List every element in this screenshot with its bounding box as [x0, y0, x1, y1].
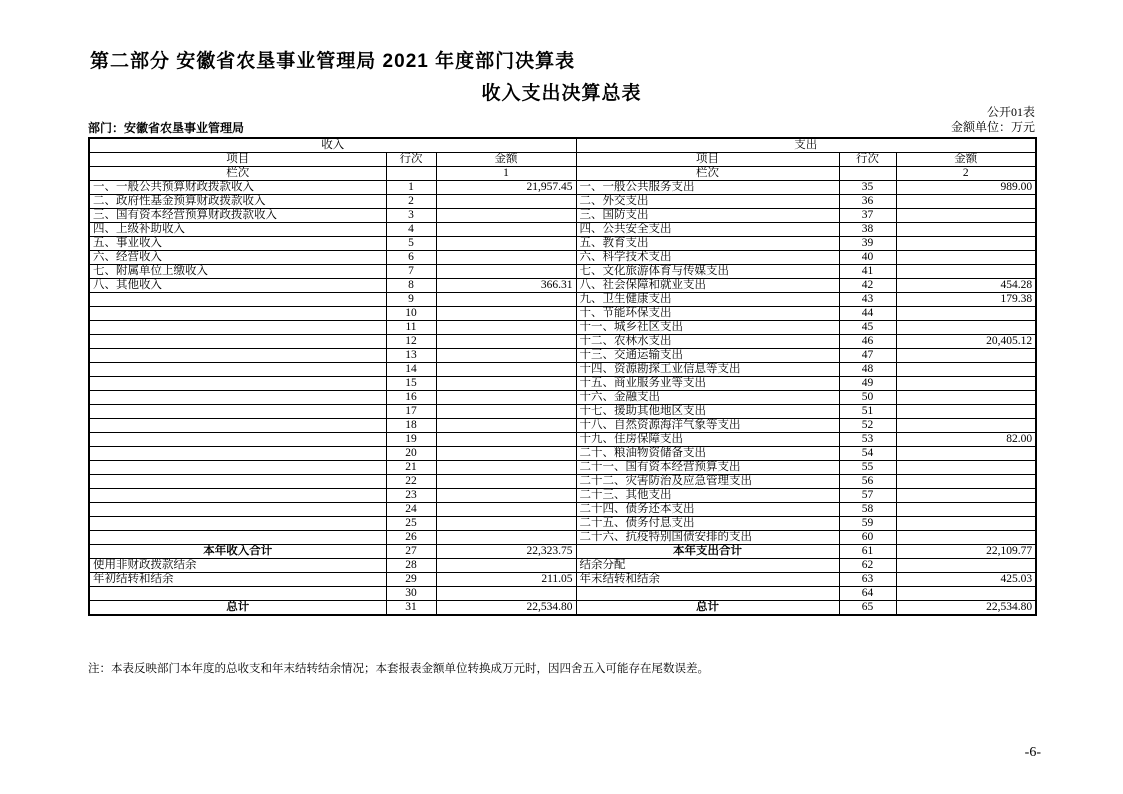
- table-row: [89, 405, 1036, 419]
- income-rowno-cell: 3: [386, 209, 436, 223]
- income-amount-cell: [436, 377, 576, 391]
- expense-amount-cell: [896, 517, 1036, 531]
- expense-rowno-cell: 64: [839, 587, 896, 601]
- income-rowno-cell: 16: [386, 391, 436, 405]
- income-rowno-cell: 29: [386, 573, 436, 587]
- income-item-cell: 使用非财政拨款结余: [89, 559, 386, 573]
- table-row: [89, 181, 1036, 195]
- expense-item-cell: 总计: [576, 601, 839, 616]
- income-amount-cell: [436, 237, 576, 251]
- income-rowno-cell: 7: [386, 265, 436, 279]
- expense-amount-cell: [896, 349, 1036, 363]
- income-item-cell: [89, 293, 386, 307]
- table-row: [89, 545, 1036, 559]
- expense-amount-cell: 425.03: [896, 573, 1036, 587]
- income-rowno-cell: 18: [386, 419, 436, 433]
- income-rowno-cell: 30: [386, 587, 436, 601]
- income-amount-cell: [436, 461, 576, 475]
- income-rowno-cell: 6: [386, 251, 436, 265]
- income-amount-cell: [436, 489, 576, 503]
- expense-rowno-cell: 60: [839, 531, 896, 545]
- expense-rowno-cell: 57: [839, 489, 896, 503]
- income-rowno-cell: 12: [386, 335, 436, 349]
- expense-rowno-cell: 50: [839, 391, 896, 405]
- income-amount-cell: [436, 391, 576, 405]
- income-rowno-cell: 31: [386, 601, 436, 616]
- table-row: [89, 531, 1036, 545]
- income-rowno-cell: 24: [386, 503, 436, 517]
- expense-amount-cell: [896, 419, 1036, 433]
- expense-item-header: 项目: [576, 153, 839, 167]
- expense-amount-cell: 22,109.77: [896, 545, 1036, 559]
- expense-amount-cell: [896, 447, 1036, 461]
- income-amount-cell: 22,534.80: [436, 601, 576, 616]
- table-row: [89, 601, 1036, 616]
- income-lanci-blank: [386, 167, 436, 181]
- table-row: [89, 447, 1036, 461]
- table-row: [89, 335, 1036, 349]
- expense-amount-cell: 20,405.12: [896, 335, 1036, 349]
- expense-rowno-cell: 63: [839, 573, 896, 587]
- table-row: [89, 265, 1036, 279]
- expense-item-cell: 十一、城乡社区支出: [576, 321, 839, 335]
- table-row: [89, 237, 1036, 251]
- expense-rowno-cell: 56: [839, 475, 896, 489]
- income-section-header: 收入: [89, 138, 576, 153]
- table-row: [89, 419, 1036, 433]
- expense-rowno-cell: 45: [839, 321, 896, 335]
- income-item-cell: 五、事业收入: [89, 237, 386, 251]
- income-item-cell: [89, 475, 386, 489]
- income-item-cell: 六、经营收入: [89, 251, 386, 265]
- table-row: [89, 377, 1036, 391]
- expense-item-cell: 二十六、抗疫特别国债安排的支出: [576, 531, 839, 545]
- income-item-header: 项目: [89, 153, 386, 167]
- table-row: [89, 195, 1036, 209]
- expense-amount-cell: [896, 391, 1036, 405]
- expense-item-cell: 八、社会保障和就业支出: [576, 279, 839, 293]
- expense-item-cell: 年末结转和结余: [576, 573, 839, 587]
- expense-amount-cell: 989.00: [896, 181, 1036, 195]
- expense-amount-cell: [896, 223, 1036, 237]
- expense-item-cell: 本年支出合计: [576, 545, 839, 559]
- income-item-cell: 八、其他收入: [89, 279, 386, 293]
- income-amount-cell: [436, 587, 576, 601]
- table-body: [89, 181, 1036, 616]
- table-row: [89, 363, 1036, 377]
- income-item-cell: 三、国有资本经营预算财政拨款收入: [89, 209, 386, 223]
- expense-amount-cell: [896, 251, 1036, 265]
- income-item-cell: 七、附属单位上缴收入: [89, 265, 386, 279]
- income-amount-cell: [436, 349, 576, 363]
- income-item-cell: [89, 531, 386, 545]
- expense-rowno-cell: 40: [839, 251, 896, 265]
- expense-rowno-cell: 42: [839, 279, 896, 293]
- income-rowno-cell: 15: [386, 377, 436, 391]
- table-row: [89, 433, 1036, 447]
- table-row: [89, 517, 1036, 531]
- column-header-row: [89, 153, 1036, 167]
- income-rowno-cell: 13: [386, 349, 436, 363]
- income-rowno-cell: 25: [386, 517, 436, 531]
- expense-rowno-cell: 54: [839, 447, 896, 461]
- income-item-cell: 一、一般公共预算财政拨款收入: [89, 181, 386, 195]
- expense-rowno-cell: 37: [839, 209, 896, 223]
- income-amount-cell: 22,323.75: [436, 545, 576, 559]
- table-row: [89, 573, 1036, 587]
- expense-amount-header: 金额: [896, 153, 1036, 167]
- income-item-cell: 二、政府性基金预算财政拨款收入: [89, 195, 386, 209]
- income-item-cell: [89, 377, 386, 391]
- expense-item-cell: [576, 587, 839, 601]
- expense-lanci-label: 栏次: [576, 167, 839, 181]
- income-amount-cell: [436, 419, 576, 433]
- table-row: [89, 349, 1036, 363]
- income-item-cell: [89, 587, 386, 601]
- expense-item-cell: 十四、资源勘探工业信息等支出: [576, 363, 839, 377]
- form-number-label: 公开01表: [986, 105, 1035, 119]
- expense-item-cell: 二十二、灾害防治及应急管理支出: [576, 475, 839, 489]
- table-row: [89, 475, 1036, 489]
- expense-item-cell: 二、外交支出: [576, 195, 839, 209]
- income-amount-cell: 211.05: [436, 573, 576, 587]
- expense-amount-cell: [896, 321, 1036, 335]
- expense-rowno-cell: 41: [839, 265, 896, 279]
- expense-item-cell: 四、公共安全支出: [576, 223, 839, 237]
- expense-item-cell: 二十三、其他支出: [576, 489, 839, 503]
- expense-amount-cell: [896, 195, 1036, 209]
- income-item-cell: [89, 419, 386, 433]
- income-amount-cell: [436, 251, 576, 265]
- table-row: [89, 279, 1036, 293]
- expense-amount-cell: 454.28: [896, 279, 1036, 293]
- expense-rowno-header: 行次: [839, 153, 896, 167]
- table-row: [89, 321, 1036, 335]
- income-rowno-cell: 11: [386, 321, 436, 335]
- income-amount-cell: [436, 195, 576, 209]
- table-row: [89, 251, 1036, 265]
- income-amount-cell: [436, 321, 576, 335]
- column-number-row: [89, 167, 1036, 181]
- income-rowno-cell: 26: [386, 531, 436, 545]
- expense-rowno-cell: 43: [839, 293, 896, 307]
- expense-rowno-cell: 48: [839, 363, 896, 377]
- income-rowno-cell: 10: [386, 307, 436, 321]
- income-amount-cell: [436, 307, 576, 321]
- table-row: [89, 209, 1036, 223]
- income-column-number: 1: [436, 167, 576, 181]
- expense-amount-cell: [896, 531, 1036, 545]
- expense-rowno-cell: 61: [839, 545, 896, 559]
- income-rowno-cell: 5: [386, 237, 436, 251]
- expense-rowno-cell: 59: [839, 517, 896, 531]
- expense-amount-cell: [896, 461, 1036, 475]
- amount-unit-label: 金额单位：万元: [950, 120, 1035, 134]
- expense-amount-cell: [896, 363, 1036, 377]
- expense-lanci-blank: [839, 167, 896, 181]
- income-rowno-cell: 19: [386, 433, 436, 447]
- expense-item-cell: 十五、商业服务业等支出: [576, 377, 839, 391]
- expense-rowno-cell: 65: [839, 601, 896, 616]
- expense-rowno-cell: 44: [839, 307, 896, 321]
- income-amount-cell: [436, 293, 576, 307]
- income-item-cell: [89, 391, 386, 405]
- expense-amount-cell: [896, 237, 1036, 251]
- section-header-row: [89, 138, 1036, 153]
- expense-amount-cell: [896, 209, 1036, 223]
- income-amount-cell: [436, 335, 576, 349]
- income-amount-cell: [436, 517, 576, 531]
- expense-amount-cell: 82.00: [896, 433, 1036, 447]
- income-amount-cell: [436, 265, 576, 279]
- expense-section-header: 支出: [576, 138, 1036, 153]
- expense-rowno-cell: 62: [839, 559, 896, 573]
- income-rowno-cell: 4: [386, 223, 436, 237]
- income-rowno-cell: 2: [386, 195, 436, 209]
- income-item-cell: [89, 321, 386, 335]
- income-item-cell: 本年收入合计: [89, 545, 386, 559]
- expense-rowno-cell: 36: [839, 195, 896, 209]
- footnote: 注：本表反映部门本年度的总收支和年末结转结余情况；本套报表金额单位转换成万元时，因四舍五入可能存在尾数误差。: [88, 663, 709, 675]
- table-row: [89, 293, 1036, 307]
- income-rowno-cell: 21: [386, 461, 436, 475]
- income-expense-summary-table: [88, 137, 1037, 616]
- income-rowno-cell: 17: [386, 405, 436, 419]
- income-rowno-cell: 20: [386, 447, 436, 461]
- expense-amount-cell: [896, 587, 1036, 601]
- income-item-cell: [89, 349, 386, 363]
- expense-amount-cell: [896, 503, 1036, 517]
- expense-rowno-cell: 58: [839, 503, 896, 517]
- table-row: [89, 223, 1036, 237]
- income-rowno-header: 行次: [386, 153, 436, 167]
- income-rowno-cell: 14: [386, 363, 436, 377]
- expense-rowno-cell: 39: [839, 237, 896, 251]
- expense-amount-cell: 22,534.80: [896, 601, 1036, 616]
- income-item-cell: [89, 461, 386, 475]
- income-rowno-cell: 8: [386, 279, 436, 293]
- income-rowno-cell: 27: [386, 545, 436, 559]
- income-amount-header: 金额: [436, 153, 576, 167]
- expense-amount-cell: [896, 265, 1036, 279]
- income-amount-cell: [436, 223, 576, 237]
- expense-amount-cell: [896, 489, 1036, 503]
- expense-rowno-cell: 38: [839, 223, 896, 237]
- expense-amount-cell: 179.38: [896, 293, 1036, 307]
- expense-item-cell: 九、卫生健康支出: [576, 293, 839, 307]
- expense-item-cell: 十九、住房保障支出: [576, 433, 839, 447]
- expense-rowno-cell: 52: [839, 419, 896, 433]
- expense-amount-cell: [896, 405, 1036, 419]
- expense-item-cell: 二十、粮油物资储备支出: [576, 447, 839, 461]
- table-row: [89, 489, 1036, 503]
- income-item-cell: [89, 489, 386, 503]
- income-rowno-cell: 28: [386, 559, 436, 573]
- income-amount-cell: [436, 531, 576, 545]
- income-item-cell: [89, 363, 386, 377]
- income-amount-cell: [436, 363, 576, 377]
- income-amount-cell: [436, 503, 576, 517]
- expense-rowno-cell: 49: [839, 377, 896, 391]
- income-rowno-cell: 22: [386, 475, 436, 489]
- income-amount-cell: 21,957.45: [436, 181, 576, 195]
- expense-item-cell: 十七、援助其他地区支出: [576, 405, 839, 419]
- income-amount-cell: [436, 209, 576, 223]
- expense-item-cell: 二十四、债务还本支出: [576, 503, 839, 517]
- expense-item-cell: 十八、自然资源海洋气象等支出: [576, 419, 839, 433]
- expense-amount-cell: [896, 475, 1036, 489]
- income-rowno-cell: 23: [386, 489, 436, 503]
- expense-rowno-cell: 35: [839, 181, 896, 195]
- expense-rowno-cell: 51: [839, 405, 896, 419]
- income-item-cell: 总计: [89, 601, 386, 616]
- table-row: [89, 307, 1036, 321]
- expense-item-cell: 六、科学技术支出: [576, 251, 839, 265]
- income-item-cell: [89, 503, 386, 517]
- expense-amount-cell: [896, 307, 1036, 321]
- income-item-cell: [89, 447, 386, 461]
- income-item-cell: [89, 307, 386, 321]
- expense-item-cell: 三、国防支出: [576, 209, 839, 223]
- table-row: [89, 587, 1036, 601]
- expense-rowno-cell: 53: [839, 433, 896, 447]
- income-amount-cell: [436, 475, 576, 489]
- expense-item-cell: 十六、金融支出: [576, 391, 839, 405]
- income-lanci-label: 栏次: [89, 167, 386, 181]
- expense-item-cell: 十、节能环保支出: [576, 307, 839, 321]
- income-item-cell: [89, 517, 386, 531]
- income-item-cell: [89, 335, 386, 349]
- income-item-cell: [89, 433, 386, 447]
- page-number: -6-: [1024, 745, 1041, 760]
- expense-rowno-cell: 55: [839, 461, 896, 475]
- expense-amount-cell: [896, 377, 1036, 391]
- expense-item-cell: 五、教育支出: [576, 237, 839, 251]
- expense-column-number: 2: [896, 167, 1036, 181]
- page-title: 第二部分 安徽省农垦事业管理局 2021 年度部门决算表: [90, 51, 576, 72]
- expense-rowno-cell: 47: [839, 349, 896, 363]
- expense-item-cell: 十三、交通运输支出: [576, 349, 839, 363]
- income-amount-cell: 366.31: [436, 279, 576, 293]
- income-amount-cell: [436, 433, 576, 447]
- expense-rowno-cell: 46: [839, 335, 896, 349]
- income-rowno-cell: 9: [386, 293, 436, 307]
- expense-item-cell: 二十一、国有资本经营预算支出: [576, 461, 839, 475]
- income-amount-cell: [436, 447, 576, 461]
- expense-amount-cell: [896, 559, 1036, 573]
- expense-item-cell: 结余分配: [576, 559, 839, 573]
- income-rowno-cell: 1: [386, 181, 436, 195]
- income-item-cell: 四、上级补助收入: [89, 223, 386, 237]
- income-item-cell: [89, 405, 386, 419]
- expense-item-cell: 一、一般公共服务支出: [576, 181, 839, 195]
- table-row: [89, 559, 1036, 573]
- income-item-cell: 年初结转和结余: [89, 573, 386, 587]
- expense-item-cell: 二十五、债务付息支出: [576, 517, 839, 531]
- table-row: [89, 391, 1036, 405]
- table-row: [89, 503, 1036, 517]
- department-label: 部门：安徽省农垦事业管理局: [88, 121, 245, 135]
- expense-item-cell: 十二、农林水支出: [576, 335, 839, 349]
- expense-item-cell: 七、文化旅游体育与传媒支出: [576, 265, 839, 279]
- income-amount-cell: [436, 405, 576, 419]
- table-title: 收入支出决算总表: [481, 83, 642, 104]
- table-row: [89, 461, 1036, 475]
- income-amount-cell: [436, 559, 576, 573]
